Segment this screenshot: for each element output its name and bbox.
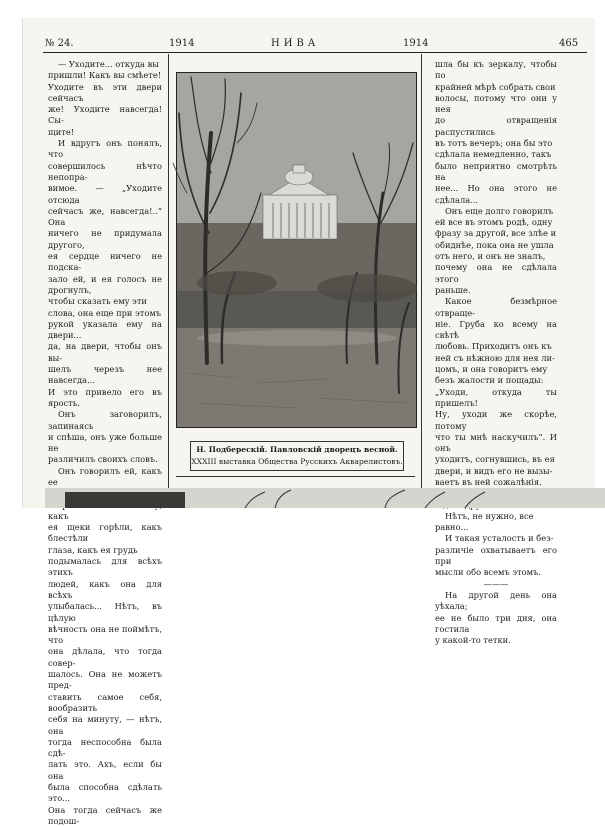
text-line: различилъ своихъ словъ.: [48, 454, 158, 465]
text-line: И вдругъ онъ понялъ, что: [48, 138, 162, 160]
text-line: зало ей, и ея голосъ не дрогнулъ,: [48, 273, 162, 295]
pavlovsk-palace-image: [177, 73, 416, 427]
text-line: — Уходите... откуда вы: [58, 59, 159, 69]
header-rule: [43, 52, 587, 53]
caption-rule: [176, 476, 415, 477]
text-line: И это привело его въ ярость.: [48, 386, 162, 408]
text-line: безъ жалости и пощады:: [435, 375, 544, 386]
text-line: людей, какъ она для всѣхъ: [48, 578, 162, 600]
text-line: пришли! Какъ вы смѣете!: [48, 70, 162, 81]
text-line: Нѣтъ, не нужно, все: [445, 510, 534, 521]
text-line: была способна сдѣлать это...: [48, 782, 162, 804]
text-line: нее... Но она этого не сдѣлала...: [435, 183, 557, 205]
text-line: И такая усталость и без-: [445, 533, 554, 544]
magazine-title: НИВА: [271, 38, 320, 49]
text-line: ничего не придумала другого,: [48, 228, 162, 250]
text-line: вимое. — „Уходите отсюда: [48, 183, 162, 205]
text-line: Онъ еще долго говорилъ: [445, 205, 554, 216]
text-line: любовь. Приходитъ онъ къ: [435, 341, 552, 352]
text-line: Уходите въ эти двери сейчасъ: [48, 81, 162, 103]
text-line: же! Уходите навсегда! Сы-: [48, 104, 162, 126]
text-line: улыбалась... Нѣтъ, въ цѣлую: [48, 601, 162, 623]
text-line: Онъ говорилъ ей, какъ ее: [48, 465, 162, 487]
text-line: сейчасъ же, навсегда!..“ Она: [48, 205, 162, 228]
text-line: почему она не сдѣлала этого: [435, 262, 557, 284]
text-line: ней съ нѣжною для нея ли-: [435, 352, 555, 363]
text-line: сдѣлала немедленно, такъ: [435, 149, 552, 160]
header-year-left: 1914: [169, 38, 195, 49]
text-line: ставить самое себя, вообразить: [48, 691, 162, 713]
text-line: крайней мѣрѣ собрать свои: [435, 81, 556, 92]
text-line: фразу за другой, все злѣе и: [435, 228, 557, 239]
caption-line-1: Н. Подберескій. Павловскій дворецъ весной.: [196, 445, 398, 454]
header-year-right: 1914: [403, 38, 429, 49]
text-line: да, на двери, чтобы онъ вы-: [48, 341, 162, 363]
text-line: у какой-то тетки.: [435, 635, 511, 646]
painting-illustration: [176, 72, 417, 428]
page-number: 465: [559, 38, 579, 49]
text-line: ей все въ этомъ родѣ, одну: [435, 217, 553, 228]
text-line: ніе. Груба ко всему на свѣтѣ: [435, 318, 557, 341]
text-line: въ тотъ вечеръ; она бы это: [435, 138, 553, 149]
text-line: мысли обо всемъ этомъ.: [435, 567, 541, 578]
text-line: Ну, уходи же скорѣе, потому: [435, 409, 557, 431]
text-line: различіе охватываетъ его при: [435, 544, 557, 567]
text-line: шелъ черезъ нее навсегда...: [48, 364, 162, 386]
magazine-page: [22, 18, 595, 826]
right-text-column: [435, 59, 557, 646]
text-line: она дѣлала, что тогда совер-: [48, 646, 162, 668]
illustration-caption: [190, 441, 404, 471]
text-line: обиднѣе, пока она не ушла: [435, 239, 554, 250]
column-divider-right: [421, 54, 422, 494]
issue-number: № 24.: [45, 38, 74, 49]
text-line: себя на минуту, — нѣтъ, она: [48, 714, 162, 736]
text-line: что ты мнѣ наскучилъ“. И онъ: [435, 431, 557, 454]
text-line: чтобы сказать ему эти: [48, 296, 147, 307]
text-line: глаза, какъ ея грудь: [48, 544, 138, 555]
text-line: отъ него, и онъ не зналъ,: [435, 251, 546, 262]
text-line: до отвращенія распустились: [435, 115, 557, 137]
text-line: ея щеки горѣли, какъ блестѣли: [48, 522, 162, 544]
column-divider-left: [168, 54, 169, 494]
text-line: ваетъ въ ней сожалѣнія.: [435, 476, 542, 487]
left-text-column: [48, 59, 162, 827]
next-illustration-image: [45, 488, 605, 508]
running-header: [23, 38, 595, 52]
text-line: вѣчность она не поймѣтъ, что: [48, 623, 162, 646]
text-line: щите!: [48, 126, 75, 137]
text-line: и спѣша, онъ уже больше не: [48, 431, 162, 454]
text-line: ее не было три дня, она гостила: [435, 612, 557, 634]
next-illustration-top: [45, 488, 605, 508]
text-line: двери, и видъ его не вызы-: [435, 465, 553, 476]
text-line: раньше.: [435, 284, 471, 295]
text-line: тогда неспособна была сдѣ-: [48, 736, 162, 759]
text-line: волосы, потому что они у нея: [435, 92, 557, 115]
text-line: рукой указала ему на двери...: [48, 318, 162, 341]
text-line: ея сердце ничего не подска-: [48, 251, 162, 273]
text-line: цомъ, и она говоритъ ему: [435, 364, 548, 375]
text-line: подымалась для всѣхъ этихъ: [48, 556, 162, 578]
text-line: ———: [483, 578, 509, 589]
text-line: лать это. Ахъ, если бы она: [48, 759, 162, 781]
text-line: Какое безмѣрное отвраще-: [435, 296, 557, 318]
text-line: было неприятно смотрѣть на: [435, 160, 557, 182]
text-line: Она тогда сейчасъ же подош-: [48, 804, 162, 826]
text-line: равно...: [435, 522, 469, 533]
text-line: На другой день она уѣхала;: [435, 589, 557, 612]
text-line: слова, она еще при этомъ: [48, 307, 162, 318]
text-line: шла бы къ зеркалу, чтобы по: [435, 59, 557, 81]
text-line: шалось. Она не можетъ пред-: [48, 669, 162, 691]
text-line: Онъ заговорилъ, запинаясь: [48, 409, 162, 431]
text-line: совершилось нѣчто непопра-: [48, 160, 162, 182]
caption-line-2: XXXIII выставка Общества Русскихъ Акварелистовъ.: [191, 457, 403, 466]
text-line: какъ: [48, 510, 69, 521]
text-line: „Уходи, откуда ты пришелъ!: [435, 386, 557, 408]
text-line: уходитъ, согнувшись, въ ея: [435, 454, 555, 465]
